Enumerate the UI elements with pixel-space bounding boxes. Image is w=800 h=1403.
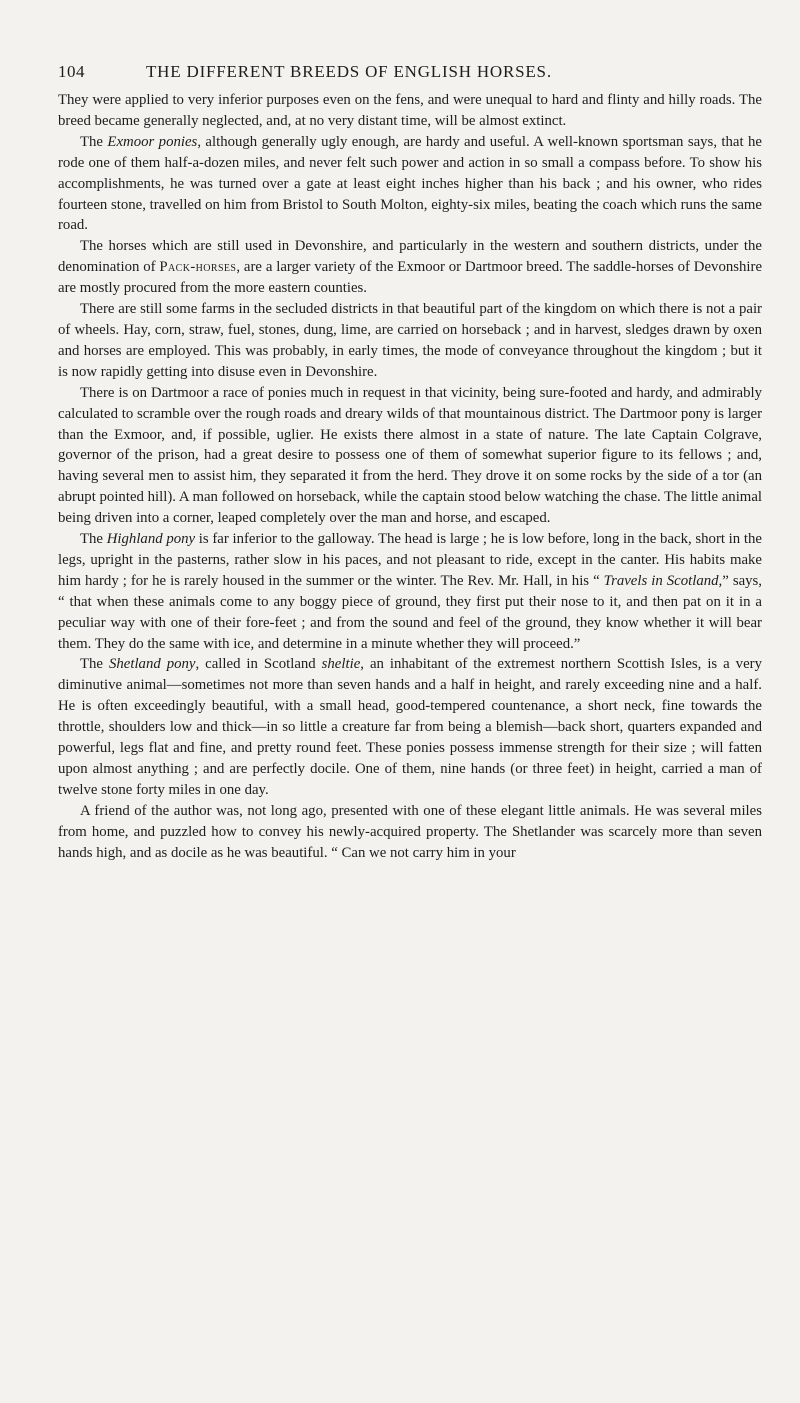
paragraph-pack-horses [58, 236, 762, 299]
paragraph-text: is far inferior to the galloway. The head is large ; he is low before, long in the back, short in the legs, upright in the pasterns, rather slow in his paces, and not pleasant to ride, except in the canter. His habits make him hardy ; for he is rarely housed in the summer or the winter. The Rev. Mr. Hall, in his “ [58, 531, 762, 589]
paragraph-text: The [80, 133, 108, 150]
paragraph-dartmoor-ponies [58, 383, 762, 529]
small-caps-pack-horses: Pack-horses [159, 259, 237, 276]
paragraph-text: There is on Dartmoor a race of ponies much in request in that vicinity, being sure-footed and hardy, and admirably calculated to scramble over the rough roads and dreary wilds of that mountainous district. The Dartmoor pony is larger than the Exmoor, and, if possible, uglier. He exists there almost in a state of nature. The late Captain Colgrave, governor of the prison, had a great desire to possess one of them of somewhat superior figure to its fellows ; and, having several men to assist him, they separated it from the herd. They drove it on some rocks by the side of a tor (an abrupt pointed hill). A man followed on horseback, while the captain stood below watching the chase. The little animal being driven into a corner, leaped completely over the man and horse, and escaped. [58, 384, 762, 527]
paragraph-text: The horses which are still used in Devonshire, and particularly in the western and southern districts, under the denomination of [58, 238, 762, 276]
paragraph-text: , are a larger variety of the Exmoor or Dartmoor breed. The saddle-horses of Devonshire are mostly procured from the more eastern counties. [58, 259, 763, 297]
book-page [58, 58, 762, 864]
paragraph-text: , an inhabitant of the extremest northern Scottish Isles, is a very diminutive animal—sometimes not more than seven hands and a half in height, and rarely exceeding nine and a half. He is often exceedingly beautiful, with a small head, good-tempered countenance, a short neck, fine towards the throttle, shoulders low and thick—in so little a creature far from being a blemish—back short, quarters expanded and powerful, legs flat and fine, and pretty round feet. These ponies possess immense strength for their size ; will fatten upon almost anything ; and are perfectly docile. One of them, nine hands (or three feet) in height, carried a man of twelve stone forty miles in one day. [58, 656, 762, 798]
paragraph-shetland-pony [58, 654, 762, 800]
paragraph-exmoor-ponies [58, 132, 762, 237]
emphasis-exmoor-ponies: Exmoor ponies [107, 133, 198, 150]
paragraph-fens-breed [58, 90, 762, 132]
emphasis-sheltie: sheltie [321, 656, 361, 673]
page-number: 104 [58, 62, 85, 81]
paragraph-friend-of-author [58, 801, 762, 864]
paragraph-text: The [80, 656, 109, 673]
paragraph-text: A friend of the author was, not long ago, presented with one of these elegant little animals. He was several miles from home, and puzzled how to convey his newly-acquired property. The Shetlander was scarcely more than seven hands high, and as docile as he was beautiful. “ Can we not carry him in your [58, 802, 762, 861]
paragraph-text: They were applied to very inferior purposes even on the fens, and were unequal to hard and flinty and hilly roads. The breed became generally neglected, and, at no very distant time, will be almost extinct. [58, 92, 762, 129]
paragraph-text: There are still some farms in the secluded districts in that beautiful part of the kingdom on which there is not a pair of wheels. Hay, corn, straw, fuel, stones, dung, lime, are carried on horseback ; and in harvest, sledges drawn by oxen and horses are employed. This was probably, in early times, the mode of conveyance throughout the kingdom ; but it is now rapidly getting into disuse even in Devonshire. [58, 301, 762, 380]
body-text [58, 90, 762, 864]
paragraph-text: , called in Scotland [195, 656, 322, 673]
paragraph-text: , although generally ugly enough, are hardy and useful. A well-known sportsman says, that he rode one of them half-a-dozen miles, and never felt such power and action in so small a compass before. To show his accomplishments, he was turned over a gate at least eight inches higher than his back ; and his owner, who rides fourteen stone, travelled on him from Bristol to South Molton, eighty-six miles, beating the coach which runs the same road. [58, 133, 762, 234]
paragraph-text: ” says, “ that when these animals come to any boggy piece of ground, they first put their nose to it, and then pat on it in a peculiar way with one of their fore-feet ; and from the sound and feel of the ground, they know whether it will bear them. They do the same with ice, and determine in a minute whether they will proceed.” [58, 572, 763, 652]
paragraph-text: The [80, 531, 107, 548]
paragraph-highland-pony [58, 529, 762, 654]
paragraph-secluded-farms [58, 299, 762, 383]
emphasis-travels-in-scotland: Travels in Scotland, [603, 572, 723, 589]
page-header [58, 58, 762, 88]
running-title: THE DIFFERENT BREEDS OF ENGLISH HORSES. [146, 62, 552, 81]
emphasis-highland-pony: Highland pony [106, 531, 196, 548]
emphasis-shetland-pony: Shetland pony [108, 656, 196, 673]
